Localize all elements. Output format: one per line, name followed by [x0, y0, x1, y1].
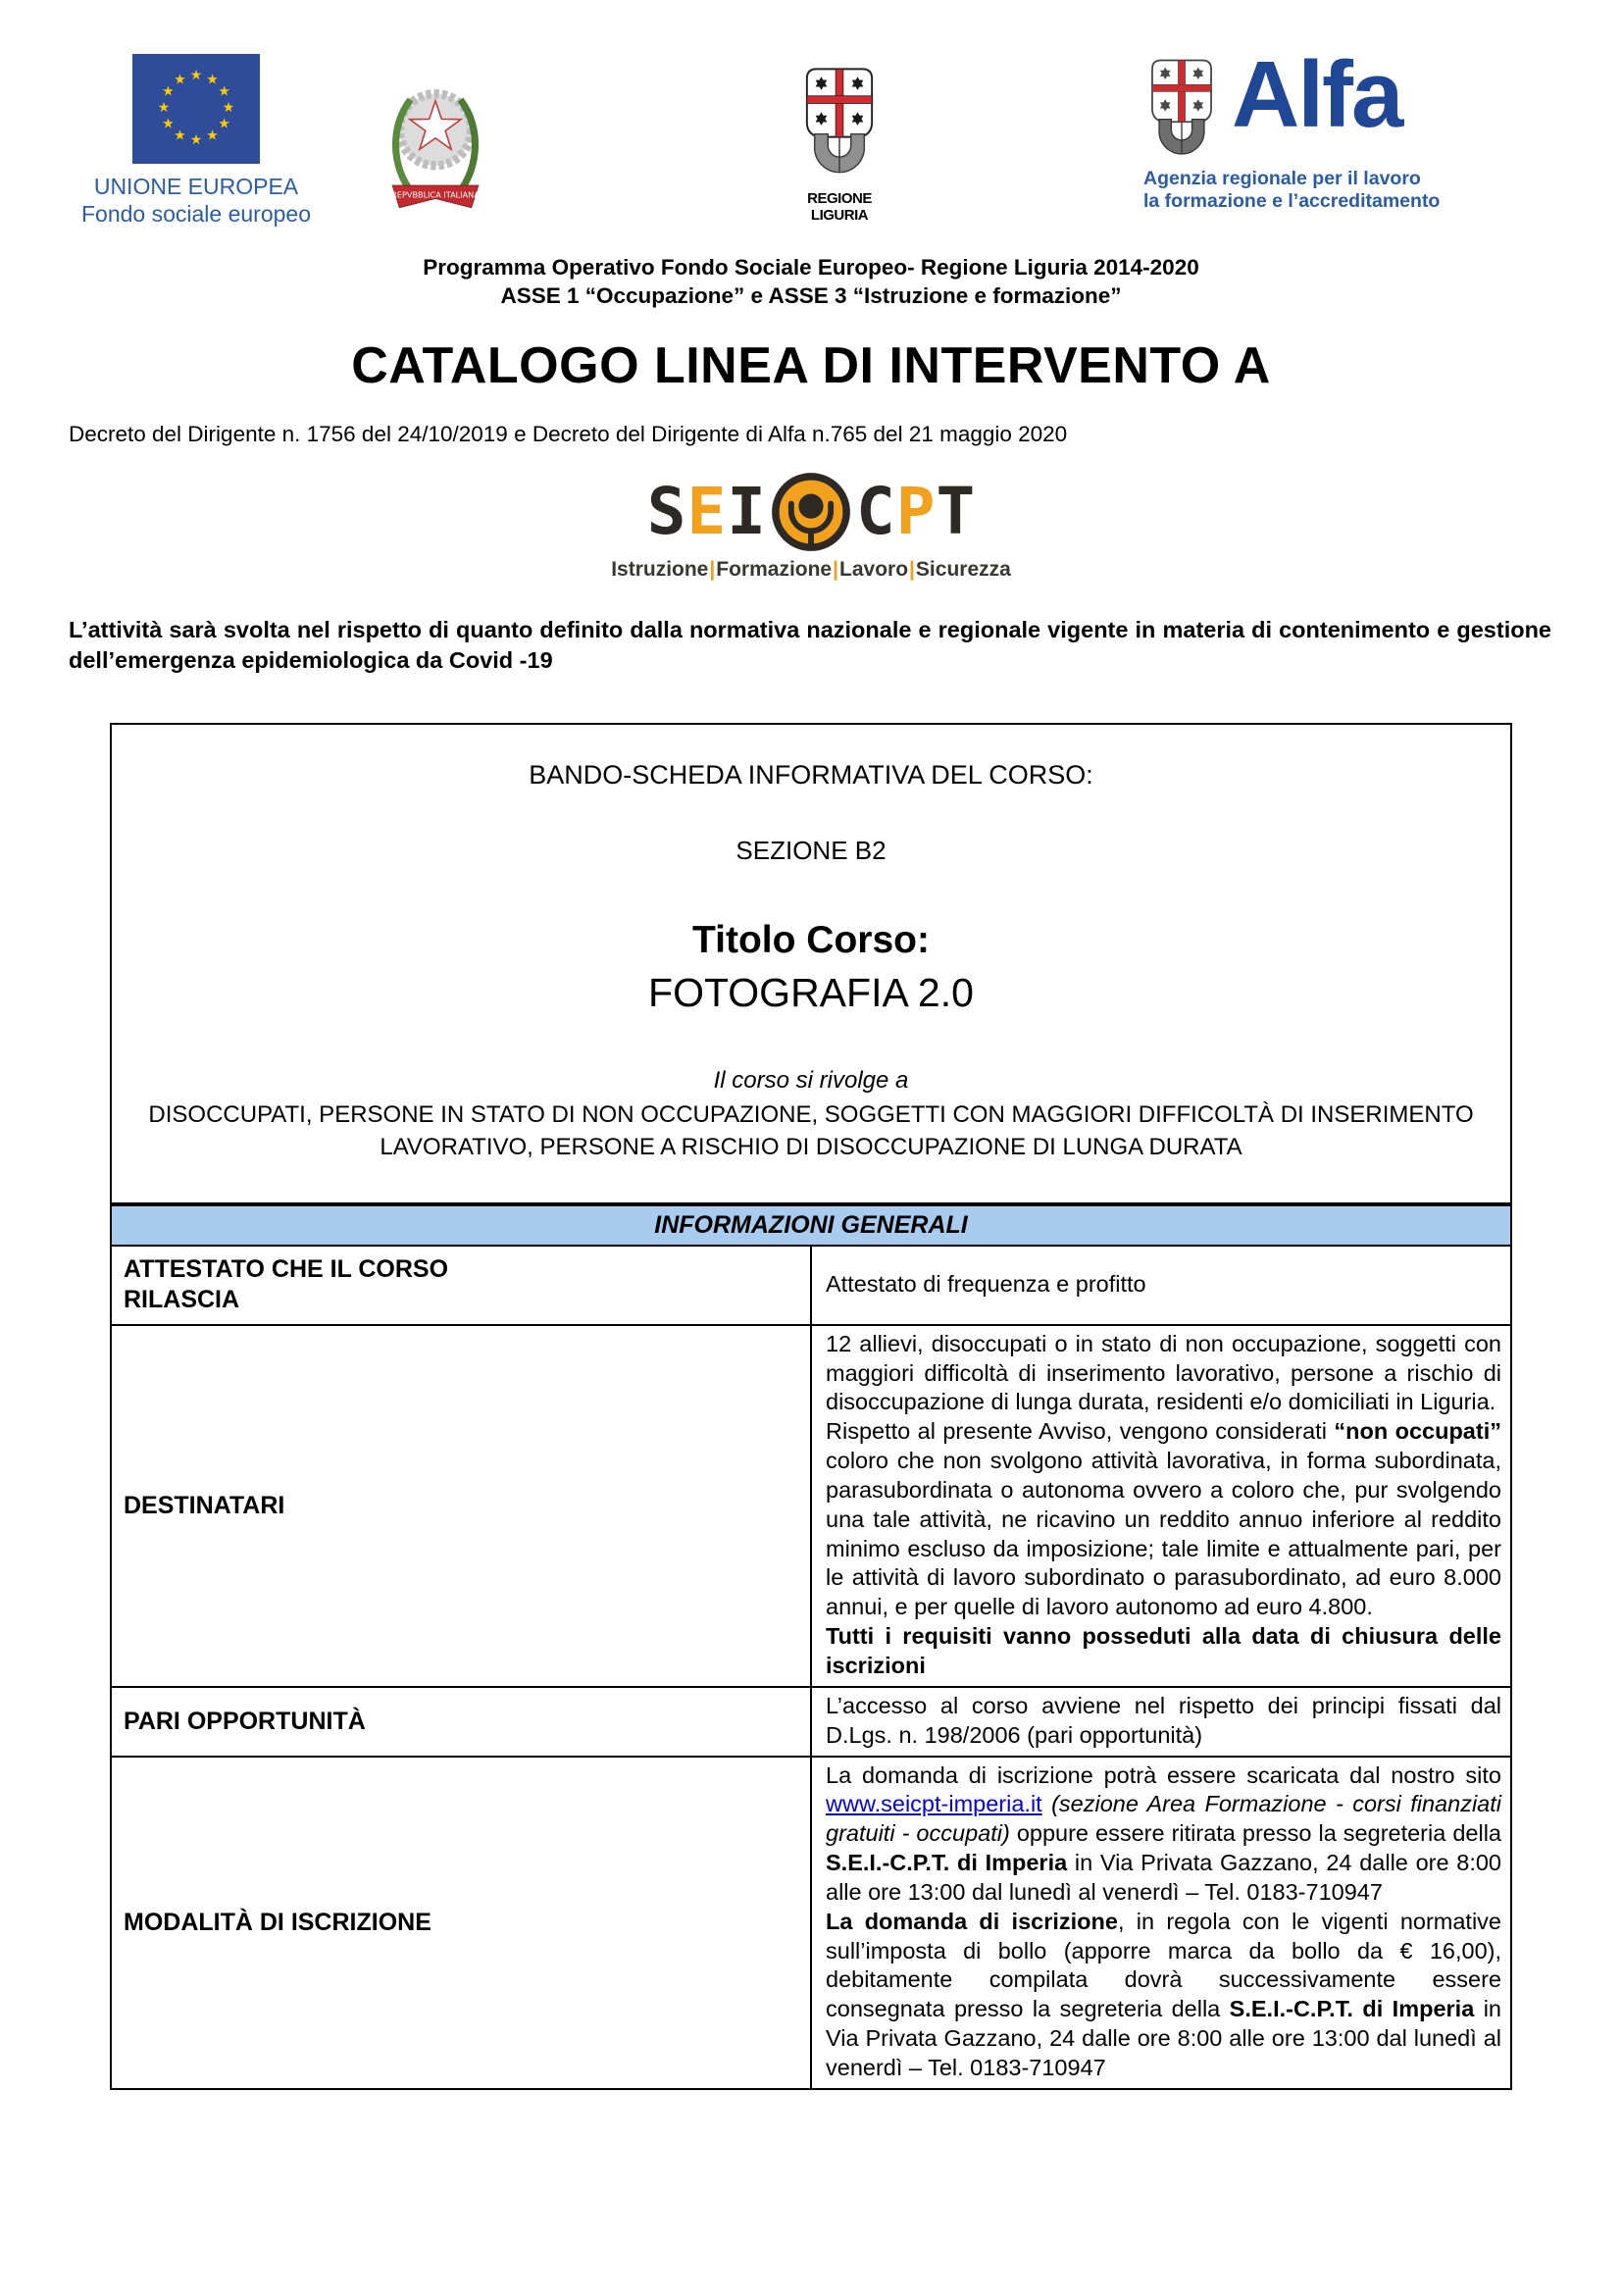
alfa-tagline-line1: Agenzia regionale per il lavoro — [1143, 168, 1421, 189]
svg-text:★: ★ — [157, 100, 171, 116]
seicpt-tagline-word: Formazione — [716, 557, 833, 581]
row-label: MODALITÀ DI ISCRIZIONE — [124, 1908, 431, 1936]
seicpt-lens-icon — [770, 471, 852, 553]
svg-text:★: ★ — [206, 72, 219, 88]
course-box-heading: BANDO-SCHEDA INFORMATIVA DEL CORSO: — [529, 760, 1093, 790]
table-row — [111, 1325, 1511, 1687]
program-header — [0, 253, 1622, 311]
course-title: FOTOGRAFIA 2.0 — [648, 970, 974, 1015]
course-title-label: Titolo Corso: — [692, 919, 930, 961]
svg-text:★: ★ — [162, 83, 175, 100]
eu-caption-line2: Fondo sociale europeo — [81, 201, 311, 228]
svg-text:★: ★ — [174, 128, 186, 144]
info-table — [110, 1204, 1512, 2090]
seicpt-tagline-word: Lavoro — [839, 557, 909, 581]
svg-text:★: ★ — [206, 128, 219, 144]
svg-text:★: ★ — [174, 72, 186, 88]
svg-text:★: ★ — [218, 83, 230, 100]
row-label-cell — [111, 1246, 811, 1325]
seicpt-letter: S — [646, 473, 686, 549]
italy-emblem-icon — [380, 67, 490, 229]
svg-text:★: ★ — [162, 116, 175, 132]
program-line2: ASSE 1 “Occupazione” e ASSE 3 “Istruzione e formazione” — [500, 283, 1122, 309]
row-label: PARI OPPORTUNITÀ — [124, 1707, 366, 1735]
seicpt-logo — [0, 471, 1622, 582]
liguria-caption: REGIONE LIGURIA — [807, 190, 872, 224]
seicpt-tagline-word: Sicurezza — [915, 557, 1011, 581]
seicpt-letter: P — [895, 473, 936, 549]
table-header: INFORMAZIONI GENERALI — [111, 1205, 1511, 1246]
covid-notice: L’attività sarà svolta nel rispetto di quanto definito dalla normativa nazionale e regionale vigente in materia di contenimento e gestione dell’emergenza epidemiologica da Covid -19 — [69, 616, 1551, 673]
audience-text: DISOCCUPATI, PERSONE IN STATO DI NON OCCUPAZIONE, SOGGETTI CON MAGGIORI DIFFICOLTÀ DI INSERIMENTO LAVORATIVO, PERSONE A RISCHIO DI DISOCCUPAZIONE DI LUNGA DURATA — [148, 1101, 1474, 1161]
alfa-logo — [1143, 42, 1477, 213]
hyperlink[interactable]: www.seicpt-imperia.it — [826, 1791, 1042, 1817]
row-value-cell: Attestato di frequenza e profitto — [811, 1246, 1511, 1325]
row-value-cell: L’accesso al corso avviene nel rispetto dei principi fissati dal D.Lgs. n. 198/2006 (pari opportunità) — [811, 1687, 1511, 1757]
pipe-separator: | — [909, 557, 915, 581]
seicpt-letter: E — [686, 473, 727, 549]
svg-text:★: ★ — [222, 100, 235, 116]
table-row — [111, 1757, 1511, 2089]
alfa-tagline — [1143, 168, 1477, 213]
program-line1: Programma Operativo Fondo Sociale Europeo- Regione Liguria 2014-2020 — [423, 255, 1199, 280]
eu-logo — [76, 54, 316, 228]
alfa-wordmark: Alfa — [1232, 42, 1402, 147]
liguria-logo — [790, 65, 888, 224]
decree-line: Decreto del Dirigente n. 1756 del 24/10/2019 e Decreto del Dirigente di Alfa n.765 del 21 maggio 2020 — [69, 421, 1068, 446]
row-label-cell — [111, 1687, 811, 1757]
liguria-shield-icon — [801, 65, 878, 180]
row-label: DESTINATARI — [124, 1491, 285, 1519]
pipe-separator: | — [709, 557, 716, 581]
italy-ribbon-text: REPVBBLICA ITALIANA — [391, 189, 480, 200]
table-row — [111, 1687, 1511, 1757]
seicpt-tagline-word: Istruzione — [611, 557, 709, 581]
alfa-shield-icon — [1143, 57, 1220, 161]
svg-text:★: ★ — [218, 116, 230, 132]
seicpt-letter: C — [856, 473, 895, 549]
pipe-separator: | — [833, 557, 839, 581]
page-title: CATALOGO LINEA DI INTERVENTO A — [351, 336, 1271, 394]
table-row — [111, 1246, 1511, 1325]
row-label: ATTESTATO CHE IL CORSO RILASCIA — [124, 1255, 449, 1314]
audience-intro: Il corso si rivolge a — [713, 1067, 909, 1094]
svg-text:★: ★ — [189, 132, 203, 148]
course-box — [110, 723, 1512, 1204]
seicpt-letter: T — [936, 473, 976, 549]
eu-caption — [76, 173, 316, 228]
seicpt-wordmark — [0, 471, 1622, 553]
row-value-cell: La domanda di iscrizione potrà essere scaricata dal nostro sito www.seicpt-imperia.it (sezione Area Formazione - corsi finanziati gratuiti - occupati) oppure essere ritirata presso la segreteria della S.E.I.-C.P.T. di Imperia in Via Privata Gazzano, 24 dalle ore 8:00 alle ore 13:00 dal lunedì al venerdì – Tel. 0183-710947 La domanda di iscrizione, in regola con le vigenti normative sull’imposta di bollo (apporre marca da bollo da € 16,00), debitamente compilata dovrà successivamente essere consegnata presso la segreteria della S.E.I.-C.P.T. di Imperia in Via Privata Gazzano, 24 dalle ore 8:00 alle ore 13:00 dal lunedì al venerdì – Tel. 0183-710947 — [811, 1757, 1511, 2089]
italy-emblem-logo — [380, 67, 490, 233]
course-box-section: SEZIONE B2 — [735, 836, 887, 865]
eu-caption-line1: UNIONE EUROPEA — [93, 174, 299, 199]
row-value-cell: 12 allievi, disoccupati o in stato di non occupazione, soggetti con maggiori difficoltà di inserimento lavorativo, persone a rischio di disoccupazione di lunga durata, residenti e/o domiciliati in Liguria. Rispetto al presente Avviso, vengono considerati “non occupati” coloro che non svolgono attività lavorativa, in forma subordinata, parasubordinata o autonoma ovvero a coloro che, pur svolgendo una tale attività, ne ricavino un reddito annuo inferiore al reddito minimo escluso da imposizione; tale limite e attualmente pari, per le attività di lavoro subordinato o parasubordinato, ad euro 8.000 annui, e per quelle di lavoro autonomo ad euro 4.800. Tutti i requisiti vanno posseduti alla data di chiusura delle iscrizioni — [811, 1325, 1511, 1687]
row-label-cell — [111, 1325, 811, 1687]
svg-text:★: ★ — [189, 68, 203, 83]
seicpt-tagline — [0, 558, 1622, 582]
logo-strip — [0, 0, 1622, 247]
eu-flag-icon — [132, 54, 260, 164]
row-label-cell — [111, 1757, 811, 2089]
table-header-row — [111, 1205, 1511, 1246]
alfa-tagline-line2: la formazione e l’accreditamento — [1143, 190, 1441, 212]
seicpt-letter: I — [727, 473, 766, 549]
